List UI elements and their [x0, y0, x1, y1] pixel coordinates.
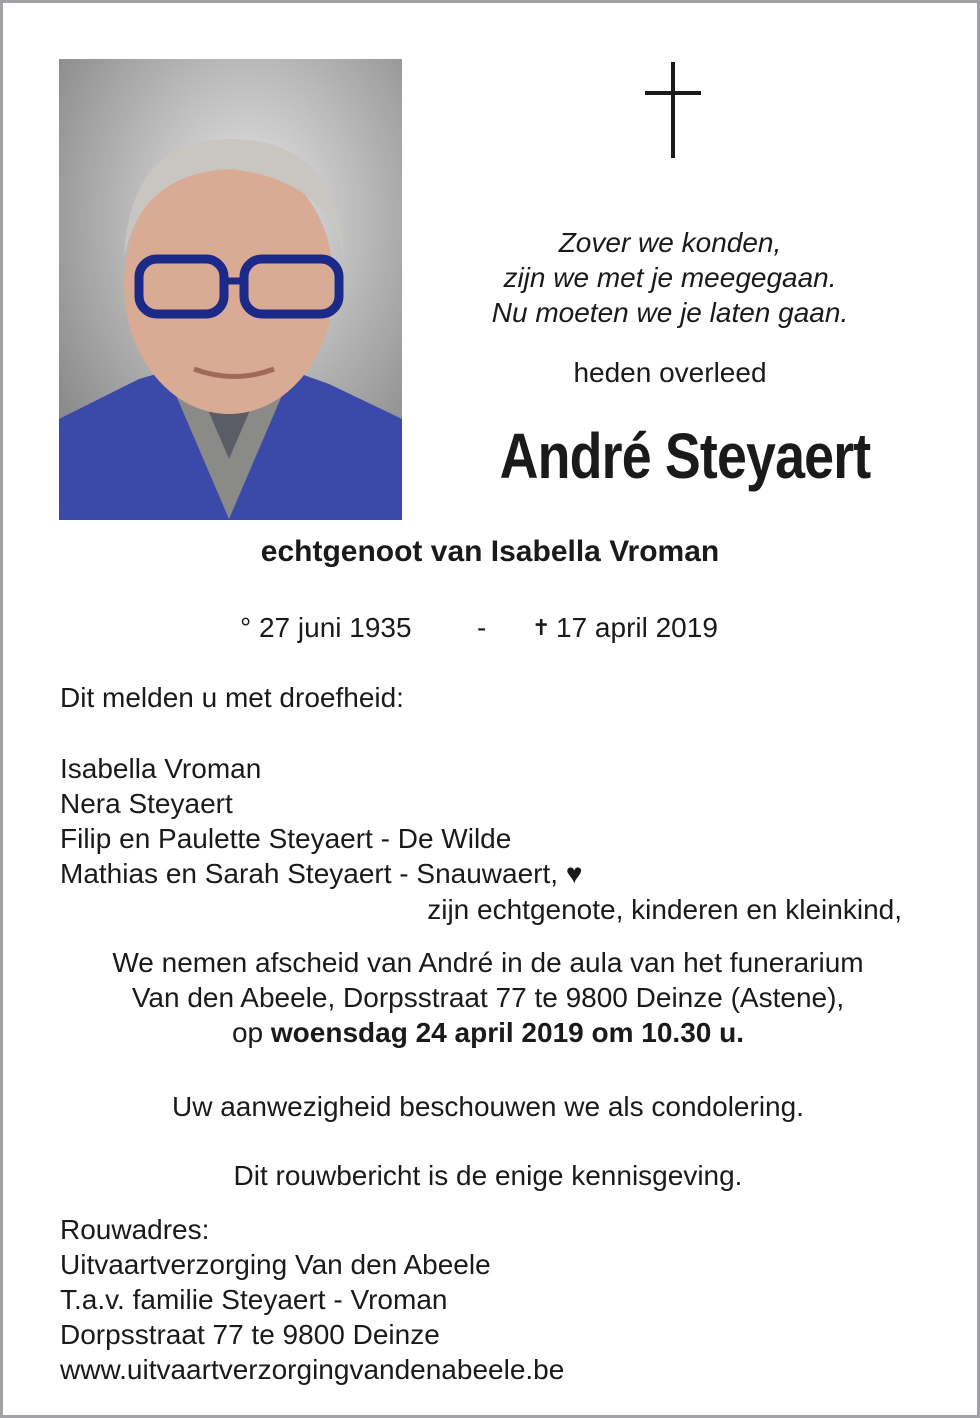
address-heading: Rouwadres: — [60, 1214, 210, 1245]
family-caption: zijn echtgenote, kinderen en kleinkind, — [427, 894, 902, 925]
notice-text: Dit rouwbericht is de enige kennisgeving. — [233, 1160, 743, 1191]
mourning-address — [60, 1212, 564, 1387]
family-member: Mathias en Sarah Steyaert - Snauwaert, ♥ — [60, 858, 583, 889]
address-line: T.a.v. familie Steyaert - Vroman — [60, 1284, 448, 1315]
portrait-photo — [59, 59, 402, 520]
death-cross-icon: ✝ — [532, 615, 551, 640]
deceased-name: André Steyaert — [499, 420, 871, 492]
website-link[interactable]: www.uitvaartverzorgingvandenabeele.be — [60, 1354, 565, 1385]
farewell-prefix: op — [231, 1017, 264, 1048]
farewell-datetime: woensdag 24 april 2019 om 10.30 u. — [270, 1017, 745, 1048]
family-list — [60, 751, 582, 891]
farewell-line: We nemen afscheid van André in de aula van het funerarium — [112, 947, 864, 978]
farewell-line — [0, 1015, 976, 1050]
death-date: 17 april 2019 — [556, 612, 718, 643]
date-separator: - — [477, 612, 487, 643]
intro-text: heden overleed — [573, 357, 767, 388]
announcement: Dit melden u met droefheid: — [60, 682, 404, 713]
farewell-line: Van den Abeele, Dorpsstraat 77 te 9800 Deinze (Astene), — [131, 982, 845, 1013]
spouse-line: echtgenoot van Isabella Vroman — [260, 535, 720, 568]
farewell-details — [0, 945, 976, 1050]
family-member: Nera Steyaert — [60, 788, 233, 819]
address-line: Dorpsstraat 77 te 9800 Deinze — [60, 1319, 440, 1350]
poem — [440, 225, 900, 330]
poem-line: Nu moeten we je laten gaan. — [491, 297, 849, 328]
poem-line: Zover we konden, — [558, 227, 782, 258]
poem-line: zijn we met je meegegaan. — [503, 262, 837, 293]
birth-date: ° 27 juni 1935 — [240, 612, 412, 643]
cross-icon — [645, 62, 701, 158]
condolence-text: Uw aanwezigheid beschouwen we als condolering. — [172, 1091, 804, 1122]
address-line: Uitvaartverzorging Van den Abeele — [60, 1249, 491, 1280]
family-member: Filip en Paulette Steyaert - De Wilde — [60, 823, 512, 854]
family-member: Isabella Vroman — [60, 753, 262, 784]
